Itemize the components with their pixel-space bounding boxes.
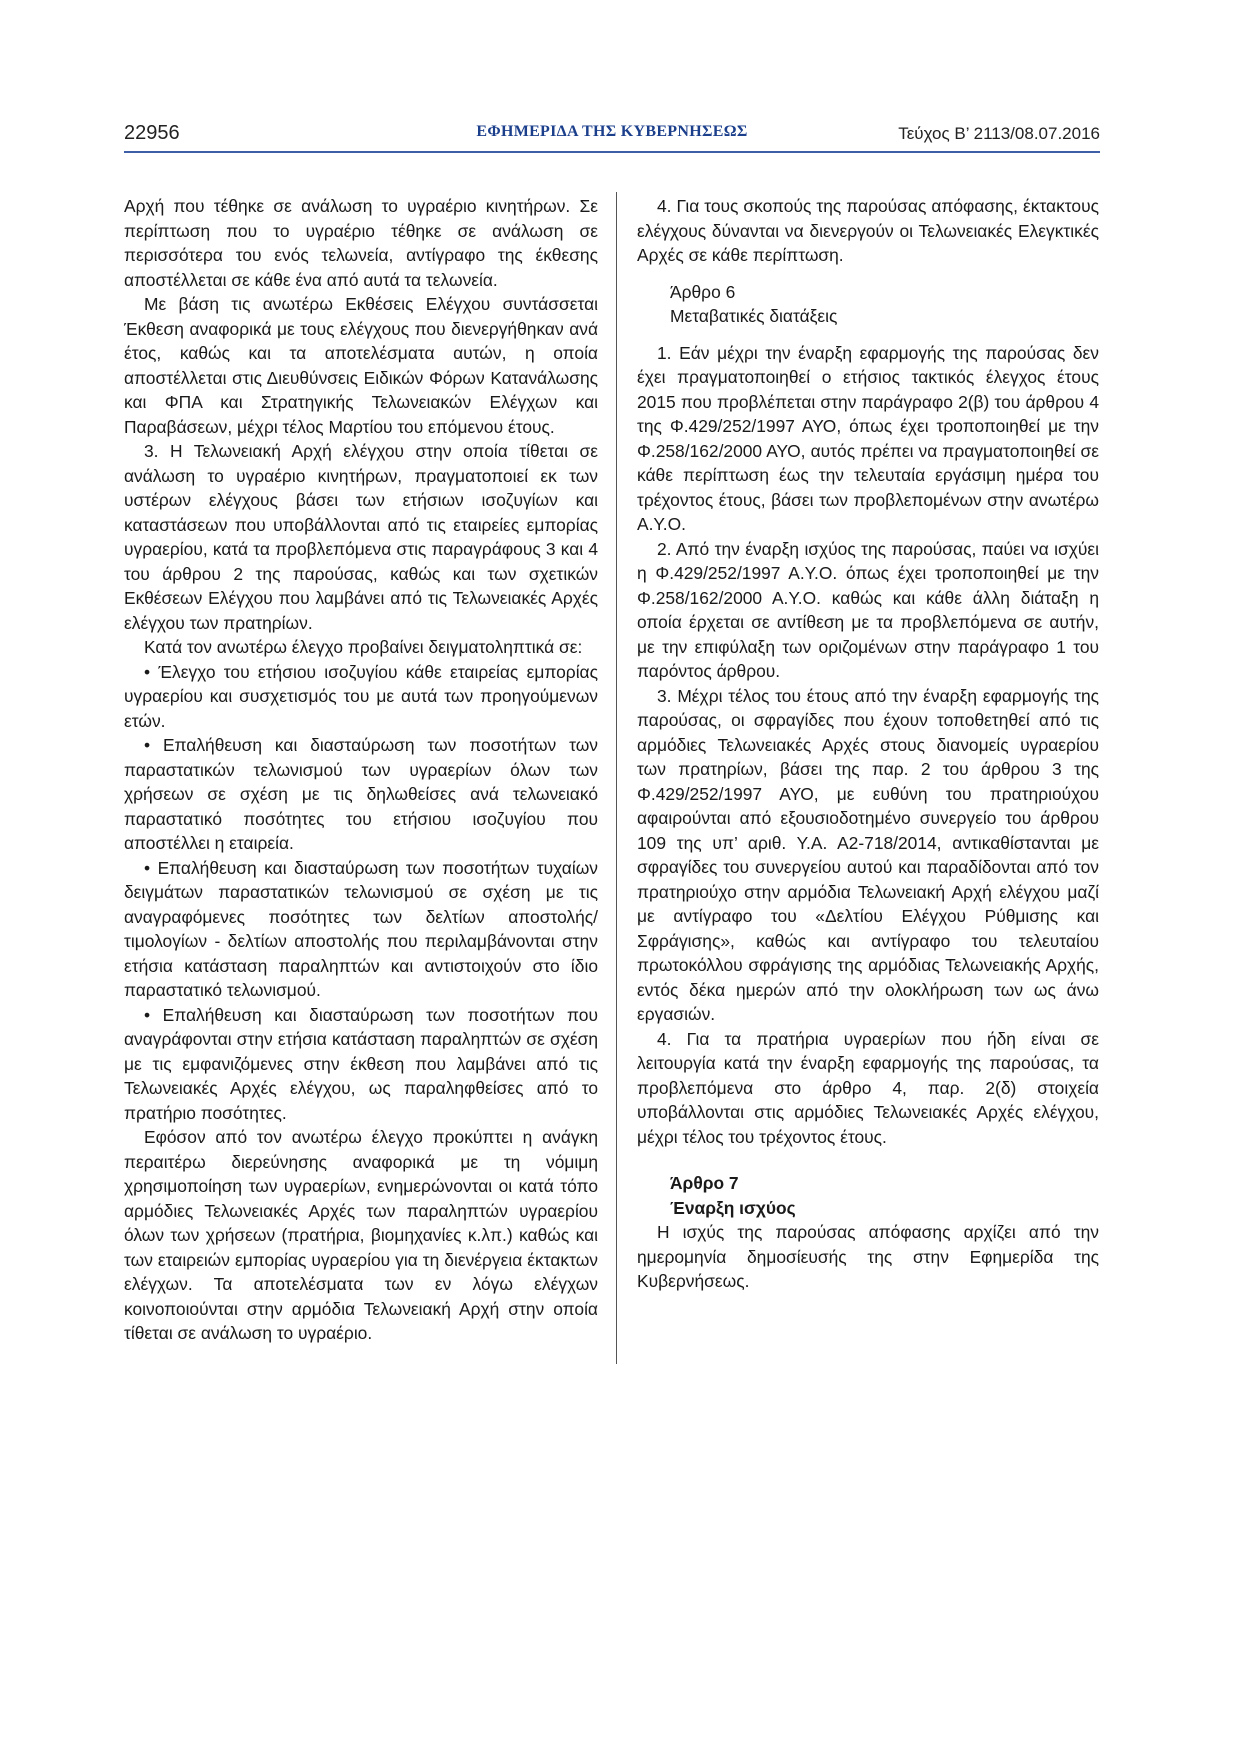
header-rule bbox=[124, 151, 1100, 153]
gazette-title: ΕΦΗΜΕΡΙΔΑ ΤΗΣ ΚΥΒΕΡΝΗΣΕΩΣ bbox=[476, 123, 748, 140]
issue-reference: Τεύχος Β’ 2113/08.07.2016 bbox=[898, 124, 1100, 143]
paragraph: 1. Εάν μέχρι την έναρξη εφαρμογής της παρούσας δεν έχει πραγματοποιηθεί ο ετήσιος τακτικός έλεγχος έτους 2015 που προβλέπεται στην παράγραφο 2(β) του άρθρου 4 της Φ.429/252/1997 ΑΥΟ, όπως έχει τροποποιηθεί με την Φ.258/162/2000 ΑΥΟ, αυτός πρέπει να πραγματοποιηθεί σε κάθε περίπτωση έως την τελευταία εργάσιμη ημέρα του τρέχοντος έτους, βάσει των προβλεπομένων στην ανωτέρω Α.Υ.Ο. bbox=[637, 342, 1099, 534]
paragraph: 4. Για τα πρατήρια υγραερίων που ήδη είναι σε λειτουργία κατά την έναρξη εφαρμογής της παρούσας, τα προβλεπόμενα στο άρθρο 4, παρ. 2(δ) στοιχεία υποβάλλονται στις αρμόδιες Τελωνειακές Αρχές ελέγχου, μέχρι τέλος του τρέχοντος έτους. bbox=[637, 1028, 1099, 1147]
bullet-item: • Επαλήθευση και διασταύρωση των ποσοτήτων τυχαίων δειγμάτων παραστατικών τελωνισμού σε σχέση με τις αναγραφόμενες ποσότητες των δελτίων αποστολής/τιμολογίων - δελτίων αποστολής που περιλαμβάνονται στην ετήσια κατάσταση παραληπτών και αντιστοιχούν στο ίδιο παραστατικό τελωνισμού. bbox=[124, 857, 598, 1000]
paragraph: Αρχή που τέθηκε σε ανάλωση το υγραέριο κινητήρων. Σε περίπτωση που το υγραέριο τέθηκε σε ανάλωση σε περισσότερα του ενός τελωνεία, αντίγραφο της έκθεσης αποστέλλεται σε κάθε ένα από αυτά τα τελωνεία. bbox=[124, 196, 598, 290]
bullet-item: • Επαλήθευση και διασταύρωση των ποσοτήτων των παραστατικών τελωνισμού των υγραερίων όλων των χρήσεων σε σχέση με τις δηλωθείσες ανά τελωνειακό παραστατικό ποσότητες του ετήσιου ισοζυγίου που αποστέλλει η εταιρεία. bbox=[124, 735, 598, 853]
left-column bbox=[124, 194, 598, 1346]
bullet-item: • Έλεγχο του ετήσιου ισοζυγίου κάθε εταιρείας εμπορίας υγραερίου και συσχετισμός του με αυτά των προηγούμενων ετών. bbox=[124, 661, 598, 731]
article-7-title: Άρθρο 7 bbox=[670, 1173, 739, 1193]
paragraph: Η ισχύς της παρούσας απόφασης αρχίζει από την ημερομηνία δημοσίευσής της στην Εφημερίδα της Κυβερνήσεως. bbox=[637, 1222, 1099, 1291]
page-number: 22956 bbox=[124, 122, 180, 144]
paragraph: Κατά τον ανωτέρω έλεγχο προβαίνει δειγματοληπτικά σε: bbox=[144, 637, 583, 657]
article-6-subtitle: Μεταβατικές διατάξεις bbox=[670, 306, 838, 326]
paragraph: 3. Η Τελωνειακή Αρχή ελέγχου στην οποία τίθεται σε ανάλωση το υγραέριο κινητήρων, πραγματοποιεί εκ των υστέρων ελέγχους βάσει των ετήσιων ισοζυγίων και καταστάσεων που υποβάλλονται από τις εταιρείες εμπορίας υγραερίου, κατά τα προβλεπόμενα στις παραγράφους 3 και 4 του άρθρου 2 της παρούσας, καθώς και των σχετικών Εκθέσεων Ελέγχου που λαμβάνει από τις Τελωνειακές Αρχές ελέγχου των πρατηρίων. bbox=[124, 441, 598, 633]
paragraph: 3. Μέχρι τέλος του έτους από την έναρξη εφαρμογής της παρούσας, οι σφραγίδες που έχουν τοποθετηθεί από τις αρμόδιες Τελωνειακές Αρχές στους διανομείς υγραερίου των πρατηρίων, βάσει της παρ. 2 του άρθρου 3 της Φ.429/252/1997 ΑΥΟ, με ευθύνη του πρατηριούχου αφαιρούνται από εξουσιοδοτημένο συνεργείο του άρθρου 109 της υπ’ αριθ. Υ.Α. Α2-718/2014, αντικαθίστανται με σφραγίδες του συνεργείου αυτού και παραδίδονται από τον πρατηριούχο στην αρμόδια Τελωνειακή Αρχή ελέγχου μαζί με αντίγραφο του «Δελτίου Ελέγχου Ρύθμισης και Σφράγισης», καθώς και αντίγραφο του τελευταίου πρωτοκόλλου σφράγισης της αρμόδιας Τελωνειακής Αρχής, εντός δέκα ημερών από την ολοκλήρωση των ως άνω εργασιών. bbox=[637, 685, 1099, 1024]
paragraph: 4. Για τους σκοπούς της παρούσας απόφασης, έκτακτους ελέγχους δύνανται να διενεργούν οι Τελωνειακές Ελεγκτικές Αρχές σε κάθε περίπτωση. bbox=[637, 196, 1099, 265]
column-divider bbox=[616, 192, 617, 1364]
article-6-title: Άρθρο 6 bbox=[670, 281, 736, 302]
bullet-item: • Επαλήθευση και διασταύρωση των ποσοτήτων που αναγράφονται στην ετήσια κατάσταση παραληπτών σε σχέση με τις εμφανιζόμενες στην έκθεση που λαμβάνει από τις Τελωνειακές Αρχές ελέγχου, ως παραληφθείσες από το πρατήριο ποσότητες. bbox=[124, 1004, 598, 1123]
article-7-subtitle: Έναρξη ισχύος bbox=[670, 1197, 796, 1218]
page-header bbox=[124, 122, 1100, 150]
paragraph: Με βάση τις ανωτέρω Εκθέσεις Ελέγχου συντάσσεται Έκθεση αναφορικά με τους ελέγχους που διενεργήθηκαν ανά έτος, καθώς και τα αποτελέσματα αυτών, η οποία αποστέλλεται στις Διευθύνσεις Ειδικών Φόρων Κατανάλωσης και ΦΠΑ και Στρατηγικής Τελωνειακών Ελέγχων και Παραβάσεων, μέχρι τέλος Μαρτίου του επόμενου έτους. bbox=[124, 294, 598, 437]
right-column bbox=[637, 194, 1099, 1294]
paragraph: Εφόσον από τον ανωτέρω έλεγχο προκύπτει η ανάγκη περαιτέρω διερεύνησης αναφορικά με τη νόμιμη χρησιμοποίηση των υγραερίων, ενημερώνονται οι κατά τόπο αρμόδιες Τελωνειακές Αρχές των παραληπτών υγραερίου όλων των χρήσεων (πρατήρια, βιομηχανίες κ.λπ.) καθώς και των εταιρειών εμπορίας υγραερίου για τη διενέργεια έκτακτων ελέγχων. Τα αποτελέσματα των εν λόγω ελέγχων κοινοποιούνται στην αρμόδια Τελωνειακή Αρχή στην οποία τίθεται σε ανάλωση το υγραέριο. bbox=[124, 1127, 598, 1343]
paragraph: 2. Από την έναρξη ισχύος της παρούσας, παύει να ισχύει η Φ.429/252/1997 Α.Υ.Ο. όπως έχει τροποποιηθεί με την Φ.258/162/2000 Α.Υ.Ο. καθώς και κάθε άλλη διάταξη η οποία έρχεται σε αντίθεση με τα προβλεπόμενα σε αυτήν, με την επιφύλαξη των οριζομένων στην παράγραφο 1 του παρόντος άρθρου. bbox=[637, 538, 1099, 681]
